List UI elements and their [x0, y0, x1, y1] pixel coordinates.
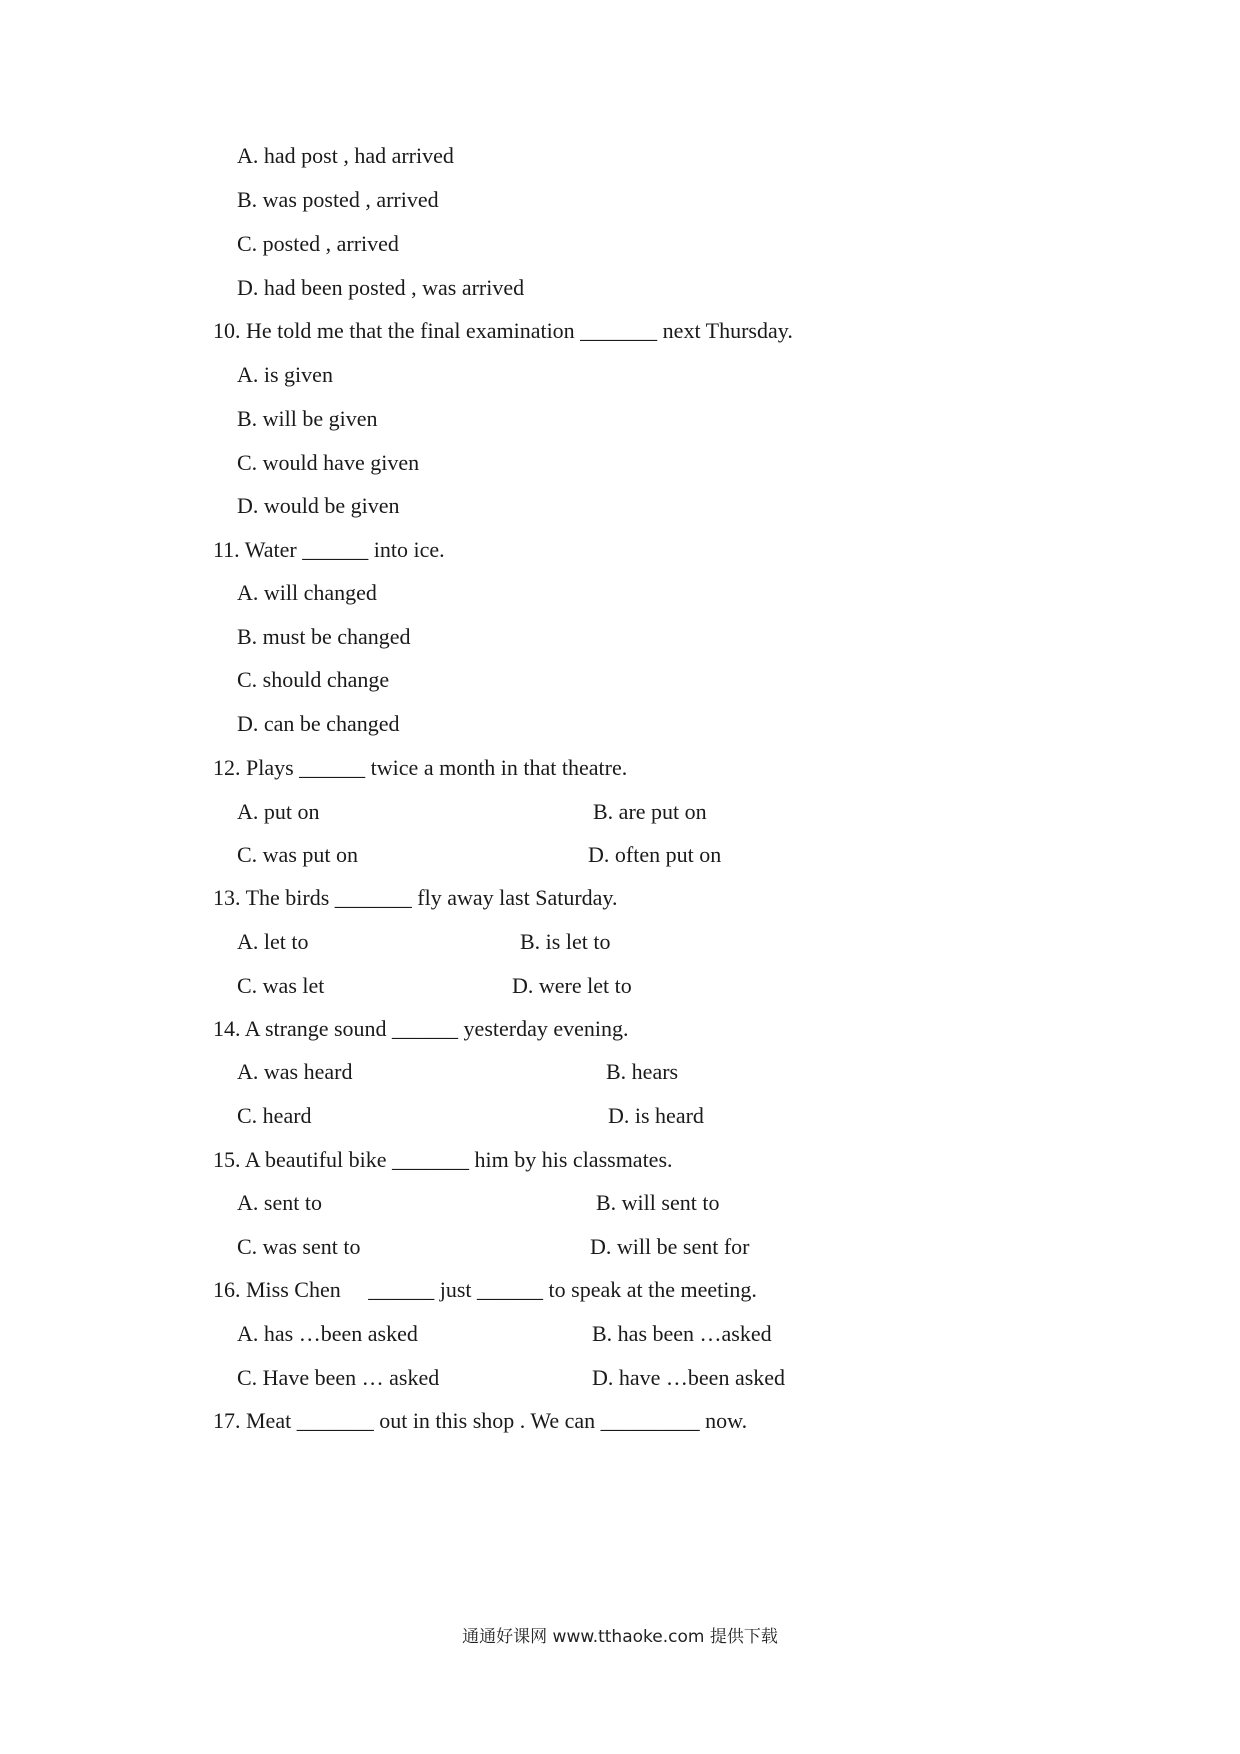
q11-stem: 11. Water ______ into ice.: [213, 537, 445, 562]
q11-option-d: D. can be changed: [237, 711, 400, 736]
q11-option-b: B. must be changed: [237, 624, 411, 649]
q13-option-d: D. were let to: [512, 973, 632, 998]
q13-stem: 13. The birds _______ fly away last Saturday.: [213, 885, 618, 910]
q12-stem: 12. Plays ______ twice a month in that theatre.: [213, 755, 628, 780]
q10-option-c: C. would have given: [237, 450, 420, 475]
q14-option-d: D. is heard: [608, 1103, 704, 1128]
q14-option-a: A. was heard: [237, 1059, 353, 1084]
q12-option-a: A. put on: [237, 799, 320, 824]
q13-option-a: A. let to: [237, 929, 309, 954]
q11-option-a: A. will changed: [237, 580, 377, 605]
q9-option-d: D. had been posted , was arrived: [237, 275, 525, 300]
q13-option-b: B. is let to: [520, 929, 611, 954]
q12-option-b: B. are put on: [593, 799, 707, 824]
q9-option-c: C. posted , arrived: [237, 231, 399, 256]
q10-option-b: B. will be given: [237, 406, 378, 431]
q15-option-b: B. will sent to: [596, 1190, 720, 1215]
q9-option-a: A. had post , had arrived: [237, 143, 454, 168]
q14-stem: 14. A strange sound ______ yesterday evening.: [213, 1016, 629, 1041]
q14-option-b: B. hears: [606, 1059, 679, 1084]
q12-option-d: D. often put on: [588, 842, 722, 867]
q16-option-c: C. Have been … asked: [237, 1365, 440, 1390]
q15-option-c: C. was sent to: [237, 1234, 361, 1259]
q15-option-d: D. will be sent for: [590, 1234, 750, 1259]
q15-option-a: A. sent to: [237, 1190, 322, 1215]
q14-option-c: C. heard: [237, 1103, 312, 1128]
q12-option-c: C. was put on: [237, 842, 358, 867]
q17-stem: 17. Meat _______ out in this shop . We can _________ now.: [213, 1408, 748, 1433]
q10-stem: 10. He told me that the final examination _______ next Thursday.: [213, 318, 793, 343]
page-footer: 通通好课网 www.tthaoke.com 提供下载: [462, 1627, 778, 1647]
q16-option-b: B. has been …asked: [592, 1321, 772, 1346]
q13-option-c: C. was let: [237, 973, 325, 998]
q16-stem: 16. Miss Chen ______ just ______ to speak at the meeting.: [213, 1277, 757, 1302]
q11-option-c: C. should change: [237, 667, 390, 692]
q10-option-a: A. is given: [237, 362, 333, 387]
q9-option-b: B. was posted , arrived: [237, 187, 439, 212]
q15-stem: 15. A beautiful bike _______ him by his classmates.: [213, 1147, 673, 1172]
q10-option-d: D. would be given: [237, 493, 400, 518]
q16-option-a: A. has …been asked: [237, 1321, 418, 1346]
q16-option-d: D. have …been asked: [592, 1365, 786, 1390]
